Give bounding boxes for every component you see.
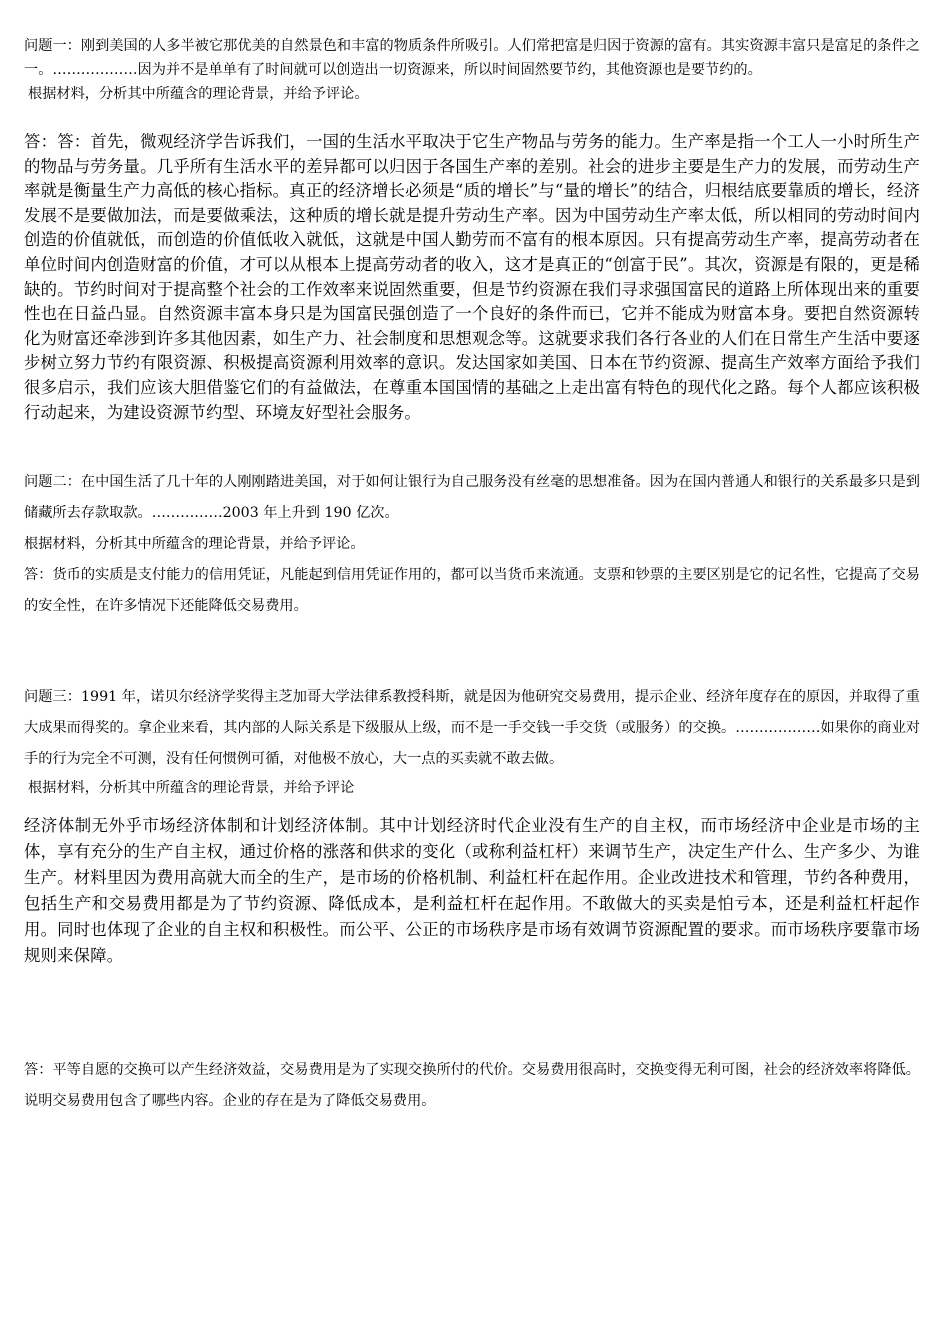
q1-answer: 答：答：首先，微观经济学告诉我们，一国的生活水平取决于它生产物品与劳务的能力。生产率是指一个工人一小时所生产的物品与劳务量。几乎所有生活水平的差异都可以归因于各国生产率的差别。社会的进步主要是生产力的发展，而劳动生产率就是衡量生产力高低的核心指标。真正的经济增长必须是“质的增长”与“量的增长”的结合，归根结底要靠质的增长，经济发展不是要做加法，而是要做乘法，这种质的增长就是提升劳动生产率。因为中国劳动生产率太低，所以相同的劳动时间内创造的价值就低，而创造的价值低收入就低，这就是中国人勤劳而不富有的根本原因。只有提高劳动生产率，提高劳动者在单位时间内创造财富的价值，才可以从根本上提高劳动者的收入，这才是真正的“创富于民”。其次，资源是有限的，更是稀缺的。节约时间对于提高整个社会的工作效率来说固然重要，但是节约资源在我们寻求强国富民的道路上所体现出来的重要性也在日益凸显。自然资源丰富本身只是为国富民强创造了一个良好的条件而已，它并不能成为财富本身。要把自然资源转化为财富还牵涉到许多其他因素，如生产力、社会制度和思想观念等。这就要求我们各行各业的人们在日常生产生活中要逐步树立努力节约有限资源、积极提高资源利用效率的意识。发达国家如美国、日本在节约资源、提高生产效率方面给予我们很多启示，我们应该大胆借鉴它们的有益做法，在尊重本国国情的基础之上走出富有特色的现代化之路。每个人都应该积极行动起来，为建设资源节约型、环境友好型社会服务。: [24, 132, 920, 422]
q3-text: 1991 年，诺贝尔经济学奖得主芝加哥大学法律系教授科斯，就是因为他研究交易费用，提示企业、经济年度存在的原因，并取得了重大成果而得奖的。拿企业来看，其内部的人际关系是下级服从上级，而不是一手交钱一手交货（或服务）的交换。………………如果你的商业对手的行为完全不可测，没有任何惯例可循，对他极不放心，大一点的买卖就不敢去做。: [24, 689, 920, 768]
q2-answer: 答：货币的实质是支付能力的信用凭证，凡能起到信用凭证作用的，都可以当货币来流通。支票和钞票的主要区别是它的记名性，它提高了交易的安全性，在许多情况下还能降低交易费用。: [24, 567, 920, 615]
q3-material: [24, 682, 920, 775]
q3-answer: 答：平等自愿的交换可以产生经济效益，交易费用是为了实现交换所付的代价。交易费用很高时，交换变得无利可图，社会的经济效率将降低。说明交易费用包含了哪些内容。企业的存在是为了降低交易费用。: [24, 1062, 920, 1110]
q3-label: 问题三：: [24, 689, 82, 706]
q1-prompt: 根据材料，分析其中所蕴含的理论背景，并给予评论。: [28, 86, 369, 102]
q2-prompt: 根据材料，分析其中所蕴含的理论背景，并给予评论。: [24, 536, 365, 553]
q1-text: 刚到美国的人多半被它那优美的自然景色和丰富的物质条件所吸引。人们常把富是归因于资源的富有。其实资源丰富只是富足的条件之一。………………因为并不是单单有了时间就可以创造出一切资源来，所以时间固然要节约，其他资源也是要节约的。: [24, 38, 920, 78]
q3-analysis: 经济体制无外乎市场经济体制和计划经济体制。其中计划经济时代企业没有生产的自主权，而市场经济中企业是市场的主体，享有充分的生产自主权，通过价格的涨落和供求的变化（或称利益杠杆）来调节生产，决定生产什么、生产多少、为谁生产。材料里因为费用高就大而全的生产，是市场的价格机制、利益杠杆在起作用。企业改进技术和管理，节约各种费用，包括生产和交易费用都是为了节约资源、降低成本，是利益杠杆在起作用。不敢做大的买卖是怕亏本，还是利益杠杆起作用。同时也体现了企业的自主权和积极性。而公平、公正的市场秩序是市场有效调节资源配置的要求。而市场秩序要靠市场规则来保障。: [24, 816, 920, 966]
q3-prompt: 根据材料，分析其中所蕴含的理论背景，并给予评论: [28, 780, 355, 797]
q2-text: 在中国生活了几十年的人刚刚踏进美国，对于如何让银行为自己服务没有丝毫的思想准备。因为在国内普通人和银行的关系最多只是到储藏所去存款取款。……………2003 年上升到 190 亿次。: [24, 474, 920, 522]
document-page: [24, 34, 920, 1117]
q2-material: [24, 467, 920, 529]
q1-label: 问题一：: [24, 38, 81, 54]
q1-material: [24, 34, 920, 82]
q2-label: 问题二：: [24, 474, 81, 491]
